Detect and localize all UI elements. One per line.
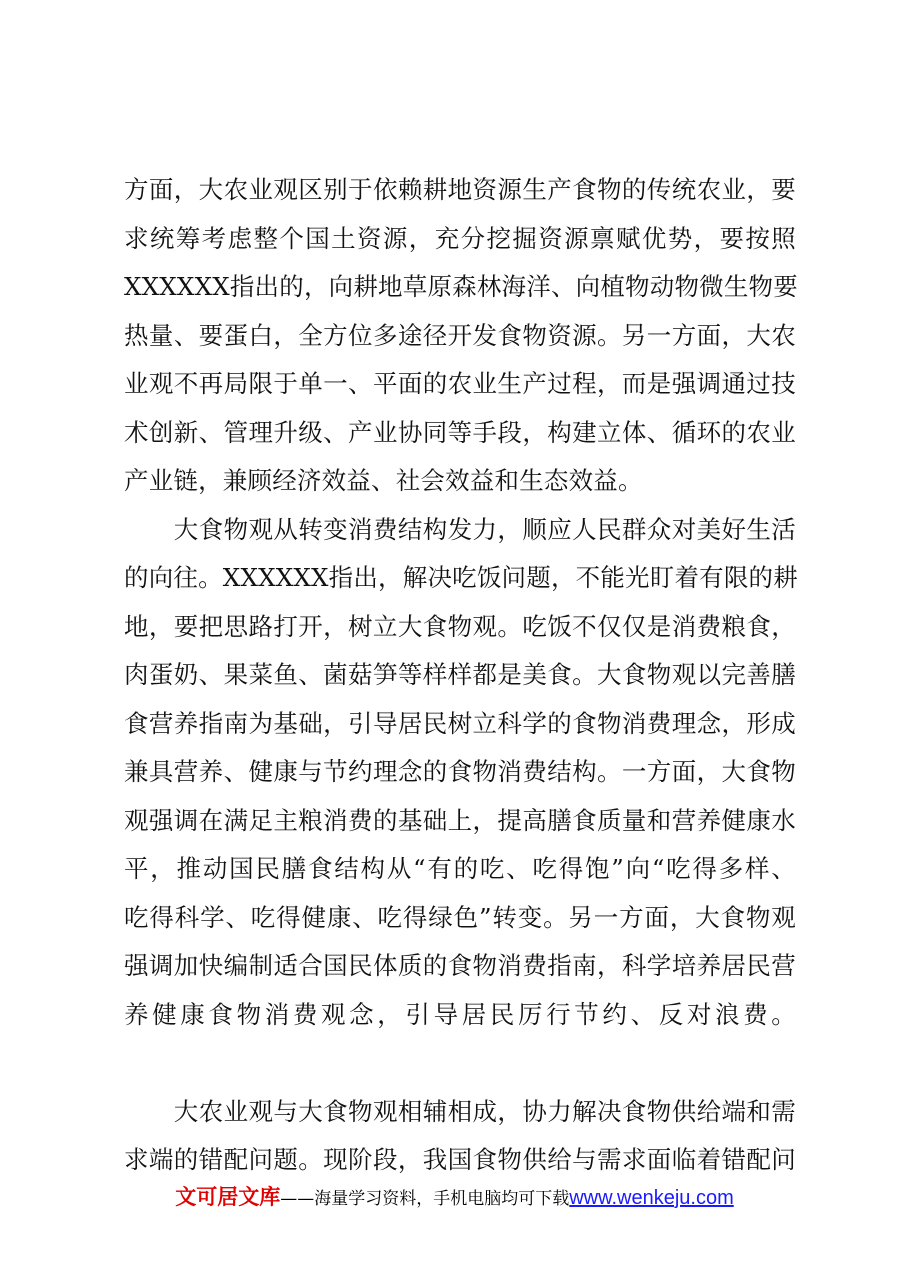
text-line: 求统筹考虑整个国土资源，充分挖掘资源禀赋优势，要按照 — [124, 223, 796, 253]
text-line: 方面，大农业观区别于依赖耕地资源生产食物的传统农业，要 — [124, 175, 796, 204]
text-line: 大食物观从转变消费结构发力，顺应人民群众对美好生活 — [124, 514, 796, 544]
paragraph-3 — [124, 1088, 796, 1185]
text-line: 吃得科学、吃得健康、吃得绿色”转变。另一方面，大食物观 — [124, 902, 796, 932]
text-line: 地，要把思路打开，树立大食物观。吃饭不仅仅是消费粮食， — [124, 611, 796, 641]
text-line: 的向往。XXXXXX指出，解决吃饭问题，不能光盯着有限的耕 — [124, 563, 798, 592]
document-body — [124, 166, 796, 1185]
paragraph-1 — [124, 166, 796, 506]
text-line: 强调加快编制适合国民体质的食物消费指南，科学培养居民营 — [124, 951, 796, 980]
footer-banner — [0, 1181, 909, 1215]
text-line: 产业链，兼顾经济效益、社会效益和生态效益。 — [124, 466, 643, 495]
text-line: 平，推动国民膳食结构从“有的吃、吃得饱”向“吃得多样、 — [124, 854, 796, 883]
text-line: XXXXXX指出的，向耕地草原森林海洋、向植物动物微生物要 — [124, 272, 798, 301]
text-line: 术创新、管理升级、产业协同等手段，构建立体、循环的农业 — [124, 417, 796, 447]
text-line: 热量、要蛋白，全方位多途径开发食物资源。另一方面，大农 — [124, 320, 796, 350]
text-line: 业观不再局限于单一、平面的农业生产过程，而是强调通过技 — [124, 369, 796, 398]
footer-website-link[interactable]: www.wenkeju.com — [569, 1187, 734, 1209]
text-line: 兼具营养、健康与节约理念的食物消费结构。一方面，大食物 — [124, 757, 796, 786]
text-line — [124, 1039, 796, 1088]
text-line: 求端的错配问题。现阶段，我国食物供给与需求面临着错配问 — [124, 1145, 796, 1174]
footer-tagline: ——海量学习资料，手机电脑均可下载 — [280, 1189, 570, 1209]
paragraph-2 — [124, 506, 796, 1088]
footer-brand: 文可居文库 — [175, 1185, 281, 1209]
text-line: 养健康食物消费观念，引导居民厉行节约、反对浪费。 — [124, 999, 796, 1029]
text-line: 大农业观与大食物观相辅相成，协力解决食物供给端和需 — [124, 1096, 796, 1126]
text-line: 观强调在满足主粮消费的基础上，提高膳食质量和营养健康水 — [124, 805, 796, 835]
text-line: 肉蛋奶、果菜鱼、菌菇笋等样样都是美食。大食物观以完善膳 — [124, 660, 796, 689]
text-line: 食营养指南为基础，引导居民树立科学的食物消费理念，形成 — [124, 708, 796, 738]
